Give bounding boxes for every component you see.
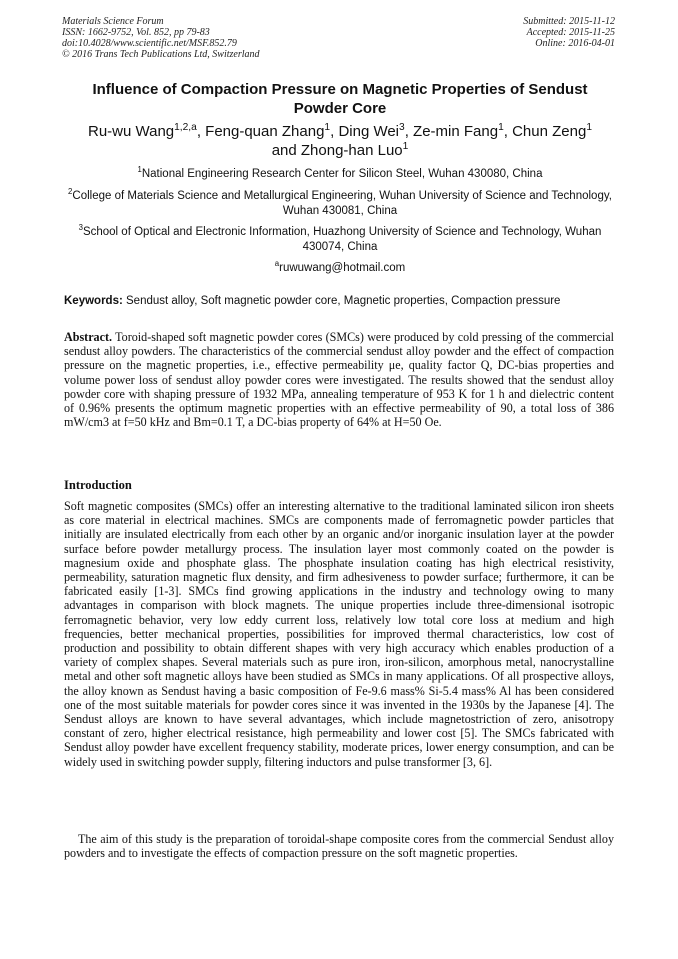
author-name: Ru-wu Wang	[88, 123, 175, 140]
author-name: Ze-min Fang	[413, 123, 499, 140]
journal-name: Materials Science Forum	[62, 16, 164, 27]
keywords-text: Sendust alloy, Soft magnetic powder core, Magnetic properties, Compaction pressure	[126, 295, 561, 307]
author-affiliation-sup: 1	[498, 122, 504, 133]
online-date: Online: 2016-04-01	[535, 38, 615, 49]
accepted-date: Accepted: 2015-11-25	[526, 27, 615, 38]
abstract-paragraph	[64, 330, 614, 429]
affiliation-sup: 2	[68, 187, 73, 197]
abstract-text: Toroid-shaped soft magnetic powder cores (SMCs) were produced by cold pressing of the commercial sendust alloy powders. The characteristics of the commercial sendust alloy powder and the effect of compaction pressure on the magnetic properties, i.e., effective permeability μe, quality factor Q, DC-bias properties and volume power loss of sendust alloy powder cores were investigated. The results showed that the sendust alloy powder core with shaping pressure of 1932 MPa, annealing temperature of 953 K for 1 h and dielectric content of 0.96% presents the optimum magnetic properties with an effective permeability of 90, a total loss of 386 mW/cm3 at f=50 kHz and Bm=0.1 T, a DC-bias property of 64% at H=50 Oe.	[64, 330, 614, 430]
email-text[interactable]: ruwuwang@hotmail.com	[279, 262, 406, 274]
intro-paragraph-2: The aim of this study is the preparation of toroidal-shape composite cores from the commercial Sendust alloy powders and to investigate the effects of compaction pressure on the soft magnetic properties.	[64, 832, 614, 861]
author-affiliation-sup: 1,2,a	[174, 122, 197, 133]
affiliation-1	[64, 167, 616, 182]
paper-title: Influence of Compaction Pressure on Magnetic Properties of Sendust Powder Core	[92, 81, 588, 117]
email-sup: a	[274, 259, 280, 269]
section-heading-introduction: Introduction	[64, 478, 132, 492]
affiliation-text: School of Optical and Electronic Information, Huazhong University of Science and Technology, Wuhan 430074, China	[82, 226, 602, 253]
submission-dates	[523, 16, 615, 49]
intro-paragraph-1: Soft magnetic composites (SMCs) offer an interesting alternative to the traditional laminated silicon iron sheets as core material in electrical machines. SMCs are components made of ferromagnetic powder particles that initially are insulated electrically from each other by an organic and/or inorganic insulation layer at the powder surface before powder metallurgy process. The insulation layer most commonly coated on the powder is magnesium oxide and phosphate glass. The phosphate insulation coating has high electrical resistivity, permeability, saturation magnetic flux density, and firm adhesiveness to powder surface; furthermore, it can be fabricated easily [1-3]. SMCs find growing applications in the industry and technology owing to many advantages in comparison with block magnets. The unique properties include three-dimensional isotropic ferromagnetic behavior, very low eddy current loss, relatively low total core loss at medium and high frequencies, better mechanical properties, possibilities for improved thermal characteristics, low cost of production and possibility to obtain different shapes with very high accuracy which enables production of a variety of complex shapes. Several materials such as pure iron, iron-silicon, amorphous metal, nanocrystalline metal and other soft magnetic alloys have been studied as SMCs in many applications. Of all prospective alloys, the alloy known as Sendust having a basic composition of Fe-9.6 mass% Si-5.4 mass% Al has been considered one of the most suitable materials for powder cores since it was invented in the 1930s by the Japanese [4]. The Sendust alloys are known to have several advantages, which include magnetostriction of zero, anisotropy constant of zero, higher electrical resistance, high permeability and lower cost [5]. The SMCs fabricated with Sendust alloy powder have excellent frequency stability, moderate prices, lower energy consumption, and can be widely used in switching powder supply, filtering inductors and pulse transformer [3, 6].	[64, 499, 614, 769]
affiliation-text: College of Materials Science and Metallurgical Engineering, Wuhan University of Science and Technology, Wuhan 430081, China	[72, 190, 612, 217]
author-name: Feng-quan Zhang	[205, 123, 325, 140]
keywords-line	[64, 294, 616, 309]
abstract-label: Abstract.	[64, 330, 113, 344]
keywords-label: Keywords:	[64, 295, 123, 307]
author-affiliation-sup: 1	[402, 141, 409, 152]
affiliation-3	[64, 225, 616, 254]
affiliation-sup: 1	[137, 165, 142, 175]
author-list: Ru-wu Wang$^{1,2,a}$, Feng-quan Zhang$^1$, Ding Wei$^3$, Ze-min Fang$^1$, Chun Zeng$^1$ and Zhong-han Luo$^1$	[88, 122, 592, 159]
affiliation-text: National Engineering Research Center for Silicon Steel, Wuhan 430080, China	[141, 168, 543, 180]
author-affiliation-sup: 1	[586, 122, 592, 133]
author-name: Chun Zeng	[512, 123, 587, 140]
author-affiliation-sup: 1	[324, 122, 331, 133]
journal-issn: ISSN: 1662-9752, Vol. 852, pp 79-83	[62, 27, 210, 38]
journal-copyright: © 2016 Trans Tech Publications Ltd, Switzerland	[62, 49, 260, 60]
submitted-date: Submitted: 2015-11-12	[523, 16, 615, 27]
author-name: Zhong-han Luo	[300, 142, 403, 159]
affiliation-2	[64, 189, 616, 218]
author-email[interactable]	[64, 261, 616, 276]
journal-info	[62, 16, 260, 60]
author-name: Ding Wei	[338, 123, 400, 140]
author-affiliation-sup: 3	[399, 122, 405, 133]
affiliation-sup: 3	[78, 223, 83, 233]
journal-doi[interactable]: doi:10.4028/www.scientific.net/MSF.852.79	[62, 38, 237, 49]
